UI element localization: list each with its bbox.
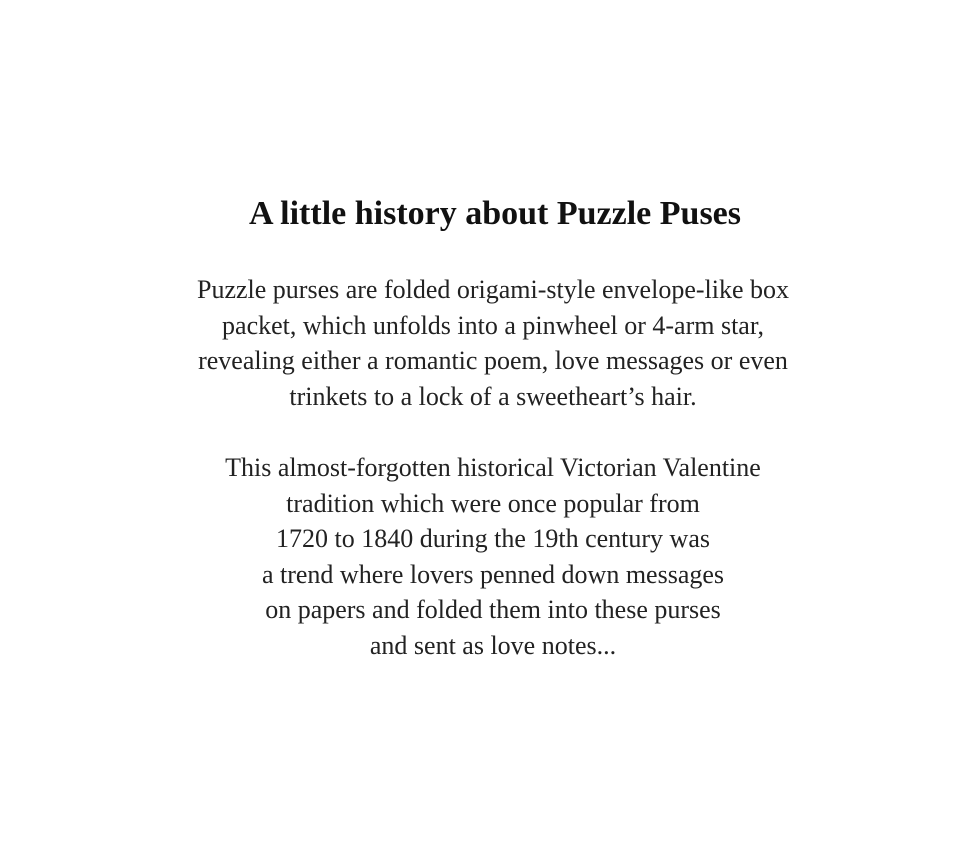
text-line: on papers and folded them into these purses [265, 595, 721, 624]
paragraph-intro [0, 272, 980, 414]
text-line: a trend where lovers penned down messages [261, 559, 725, 589]
text-line: 1720 to 1840 during the 19th century was [276, 524, 710, 553]
text-line: trinkets to a lock of a sweetheart’s hair. [289, 381, 697, 411]
page-title: A little history about Puzzle Puses [248, 195, 742, 232]
text-line: revealing either a romantic poem, love messages or even [198, 346, 788, 375]
text-line: and sent as love notes... [369, 630, 617, 660]
paragraph-history [0, 450, 980, 663]
text-line: tradition which were once popular from [286, 488, 700, 518]
text-line: This almost-forgotten historical Victorian Valentine [225, 453, 761, 482]
text-line: Puzzle purses are folded origami-style envelope-like box [196, 275, 790, 304]
text-line: packet, which unfolds into a pinwheel or 4-arm star, [222, 310, 764, 340]
